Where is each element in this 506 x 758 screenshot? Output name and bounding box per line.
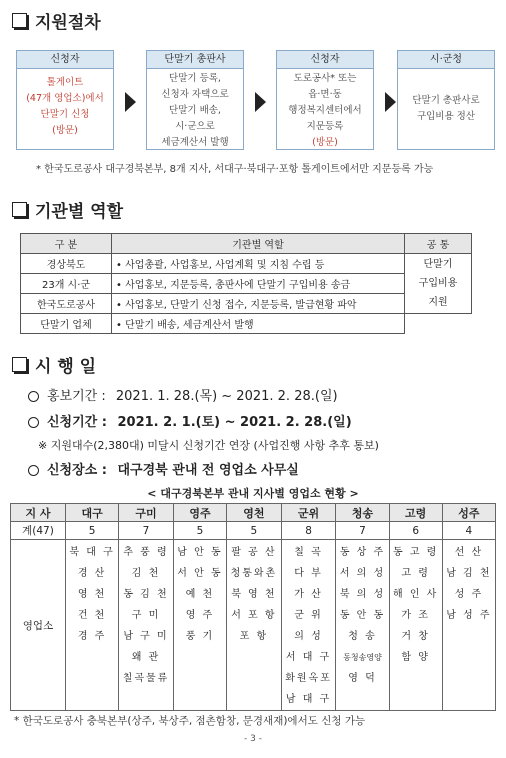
flow-line: 행정복지센터에서 xyxy=(288,105,362,116)
office-list-goryeong xyxy=(389,540,442,711)
office-item: 동청송영양 xyxy=(343,653,382,662)
branch-count: 7 xyxy=(119,522,174,540)
roles-role-cell: • 사업홍보, 단말기 신청 접수, 지문등록, 발급현황 파악 xyxy=(112,294,405,314)
office-item: 북 대 구 xyxy=(69,547,115,558)
schedule-promo xyxy=(28,385,338,404)
circle-bullet-icon xyxy=(28,417,39,428)
roles-org-cell: 23개 시·군 xyxy=(21,274,112,294)
roles-common-line: 구입비용 xyxy=(418,278,458,289)
section-title-text: 시 행 일 xyxy=(35,357,97,377)
table-row xyxy=(21,254,472,274)
section-title-text: 기관별 역할 xyxy=(35,202,124,222)
branch-count: 6 xyxy=(389,522,442,540)
office-item: 남 대 구 xyxy=(285,694,332,705)
flow-line: 단말기 등록, xyxy=(169,73,221,84)
flow-line: 시·군으로 xyxy=(175,121,215,132)
office-list-yeongju xyxy=(173,540,226,711)
office-item: 영 천 xyxy=(77,589,107,600)
circle-bullet-icon xyxy=(28,391,39,402)
flow-line: 구입비용 정산 xyxy=(416,111,476,122)
office-item: 가 조 xyxy=(401,610,430,621)
branch-table-title: < 대구경북본부 관내 지사별 영업소 현황 > xyxy=(147,487,359,500)
promo-value: 2021. 1. 28.(목) ~ 2021. 2. 28.(일) xyxy=(115,389,338,404)
roles-header-row xyxy=(21,234,472,254)
office-item: 서 의 성 xyxy=(339,568,386,579)
branch-count: 5 xyxy=(173,522,226,540)
roles-common-line: 지원 xyxy=(428,297,448,308)
flow-step-head: 단말기 총판사 xyxy=(147,51,243,69)
office-item: 서 포 항 xyxy=(231,610,277,621)
office-item: 북 의 성 xyxy=(339,589,386,600)
apply-value: 2021. 2. 1.(토) ~ 2021. 2. 28.(일) xyxy=(117,415,352,430)
roles-org-cell: 한국도로공사 xyxy=(21,294,112,314)
checkbox-square-icon xyxy=(12,357,27,372)
section-title-schedule xyxy=(12,352,96,377)
roles-org-cell: 경상북도 xyxy=(21,254,112,274)
flow-line: (방문) xyxy=(312,137,338,148)
page-number: - 3 - xyxy=(244,734,262,744)
place-label: 신청장소 : xyxy=(47,463,107,478)
roles-header-org: 구 분 xyxy=(21,234,112,254)
office-item: 의 성 xyxy=(294,631,323,642)
branch-name: 고령 xyxy=(389,504,442,522)
office-item: 팔 공 산 xyxy=(231,547,277,558)
office-item: 북 영 천 xyxy=(231,589,277,600)
flow-line: (방문) xyxy=(52,125,78,136)
branch-table xyxy=(10,503,496,711)
circle-bullet-icon xyxy=(28,465,39,476)
roles-table xyxy=(20,233,472,334)
office-item: 칠 곡 xyxy=(294,547,323,558)
branch-name: 영천 xyxy=(227,504,282,522)
branch-office-label: 영업소 xyxy=(11,540,66,711)
roles-header-common: 공 통 xyxy=(405,234,472,254)
arrow-right-icon xyxy=(125,92,136,112)
branch-total-label: 계(47) xyxy=(11,522,66,540)
office-item: 동 상 주 xyxy=(339,547,386,558)
office-item: 선 산 xyxy=(454,547,484,558)
branch-name: 군위 xyxy=(281,504,336,522)
flow-step-head: 신청자 xyxy=(277,51,373,69)
flow-step-3 xyxy=(276,50,374,150)
office-item: 경 주 xyxy=(77,631,107,642)
flow-line: 단말기 총판사로 xyxy=(412,95,480,106)
office-list-gunwi xyxy=(281,540,336,711)
flow-line: 읍·면·동 xyxy=(308,89,342,100)
flow-footnote: * 한국도로공사 대구경북본부, 8개 지사, 서대구·북대구·포항 톨게이트에서만 지문등록 가능 xyxy=(36,164,434,175)
flow-step-body xyxy=(147,69,243,151)
office-item: 군 위 xyxy=(294,610,323,621)
office-item: 남 성 주 xyxy=(446,610,492,621)
flow-step-body xyxy=(277,69,373,151)
arrow-right-icon xyxy=(385,92,396,112)
office-item: 고 령 xyxy=(401,568,430,579)
office-item: 남 구 미 xyxy=(123,631,169,642)
office-item: 경 산 xyxy=(77,568,107,579)
flow-step-4 xyxy=(397,50,495,150)
roles-role-cell: • 사업홍보, 지문등록, 총판사에 단말기 구입비용 송금 xyxy=(112,274,405,294)
section-title-roles xyxy=(12,197,123,222)
flow-step-body xyxy=(17,69,113,139)
table-row xyxy=(21,294,472,314)
checkbox-square-icon xyxy=(12,13,27,28)
office-item: 거 창 xyxy=(401,631,430,642)
office-item: 해 인 사 xyxy=(393,589,439,600)
schedule-apply xyxy=(28,411,352,430)
checkbox-square-icon xyxy=(12,202,27,217)
branch-name: 성주 xyxy=(442,504,495,522)
office-item: 서 안 동 xyxy=(177,568,223,579)
office-item: 건 천 xyxy=(77,610,107,621)
office-item: 왜 관 xyxy=(131,652,161,663)
branch-name: 청송 xyxy=(336,504,389,522)
office-item: 영 덕 xyxy=(348,673,377,684)
apply-note: ※ 지원대수(2,380대) 미달시 신청기간 연장 (사업진행 사항 추후 통보) xyxy=(38,439,379,452)
flow-line: (47개 영업소)에서 xyxy=(26,93,104,104)
flow-line: 도로공사* 또는 xyxy=(293,73,357,84)
branch-count: 7 xyxy=(336,522,389,540)
office-list-daegu xyxy=(66,540,119,711)
empty-cell xyxy=(405,314,472,334)
office-item: 가 산 xyxy=(294,589,323,600)
office-list-yeongcheon xyxy=(227,540,282,711)
roles-role-cell: • 사업총괄, 사업홍보, 사업계획 및 지침 수립 등 xyxy=(112,254,405,274)
bottom-footnote: * 한국도로공사 충북본부(상주, 북상주, 점촌함창, 문경새재)에서도 신청 가능 xyxy=(14,715,366,727)
office-item: 동 김 천 xyxy=(123,589,169,600)
table-row xyxy=(21,274,472,294)
section-title-text: 지원절차 xyxy=(35,13,101,33)
branch-count: 5 xyxy=(66,522,119,540)
office-item: 화원옥포 xyxy=(285,673,332,684)
branch-row-label: 지 사 xyxy=(11,504,66,522)
branch-count: 4 xyxy=(442,522,495,540)
branch-count: 8 xyxy=(281,522,336,540)
office-item: 청 송 xyxy=(348,631,377,642)
branch-name: 영주 xyxy=(173,504,226,522)
flow-step-head: 시·군청 xyxy=(398,51,494,69)
office-item: 동 안 동 xyxy=(339,610,386,621)
roles-common-line: 단말기 xyxy=(423,259,453,270)
flow-line: 신청자 자택으로 xyxy=(161,89,229,100)
office-item: 김 천 xyxy=(131,568,161,579)
office-item: 추 풍 령 xyxy=(123,547,169,558)
office-item: 동 고 령 xyxy=(393,547,439,558)
flow-line: 단말기 신청 xyxy=(40,109,90,120)
roles-role-cell: • 단말기 배송, 세금계산서 발행 xyxy=(112,314,405,334)
flow-line: 톨게이트 xyxy=(46,77,84,88)
office-item: 함 양 xyxy=(401,652,430,663)
office-item: 구 미 xyxy=(131,610,161,621)
office-list-cheongsong xyxy=(336,540,389,711)
flow-line: 지문등록 xyxy=(306,121,344,132)
place-value: 대구경북 관내 전 영업소 사무실 xyxy=(117,463,299,478)
schedule-place xyxy=(28,459,299,478)
office-list-seongju xyxy=(442,540,495,711)
office-list-gumi xyxy=(119,540,174,711)
office-item: 영 주 xyxy=(185,610,215,621)
branch-name: 대구 xyxy=(66,504,119,522)
office-item: 다 부 xyxy=(294,568,323,579)
office-item: 남 안 동 xyxy=(177,547,223,558)
promo-label: 홍보기간 : xyxy=(47,389,106,404)
roles-org-cell: 단말기 업체 xyxy=(21,314,112,334)
roles-header-role: 기관별 역할 xyxy=(112,234,405,254)
branch-header-row xyxy=(11,504,496,522)
office-item: 성 주 xyxy=(454,589,484,600)
apply-label: 신청기간 : xyxy=(47,415,107,430)
flow-line: 세금계산서 발행 xyxy=(161,137,229,148)
office-item: 포 항 xyxy=(239,631,269,642)
branch-count-row xyxy=(11,522,496,540)
office-item: 서 대 구 xyxy=(285,652,332,663)
office-item: 청통와촌 xyxy=(230,568,278,579)
arrow-right-icon xyxy=(255,92,266,112)
flow-step-head: 신청자 xyxy=(17,51,113,69)
office-item: 남 김 천 xyxy=(446,568,492,579)
flow-step-2 xyxy=(146,50,244,150)
flow-step-body xyxy=(398,69,494,125)
section-title-procedure xyxy=(12,8,101,33)
table-row xyxy=(21,314,472,334)
flow-line: 단말기 배송, xyxy=(169,105,221,116)
branch-count: 5 xyxy=(227,522,282,540)
office-item: 칠곡물류 xyxy=(122,673,170,684)
office-item: 풍 기 xyxy=(185,631,215,642)
roles-common-cell xyxy=(405,254,472,314)
branch-name: 구미 xyxy=(119,504,174,522)
flow-step-1 xyxy=(16,50,114,150)
office-item: 예 천 xyxy=(185,589,215,600)
branch-office-row xyxy=(11,540,496,711)
